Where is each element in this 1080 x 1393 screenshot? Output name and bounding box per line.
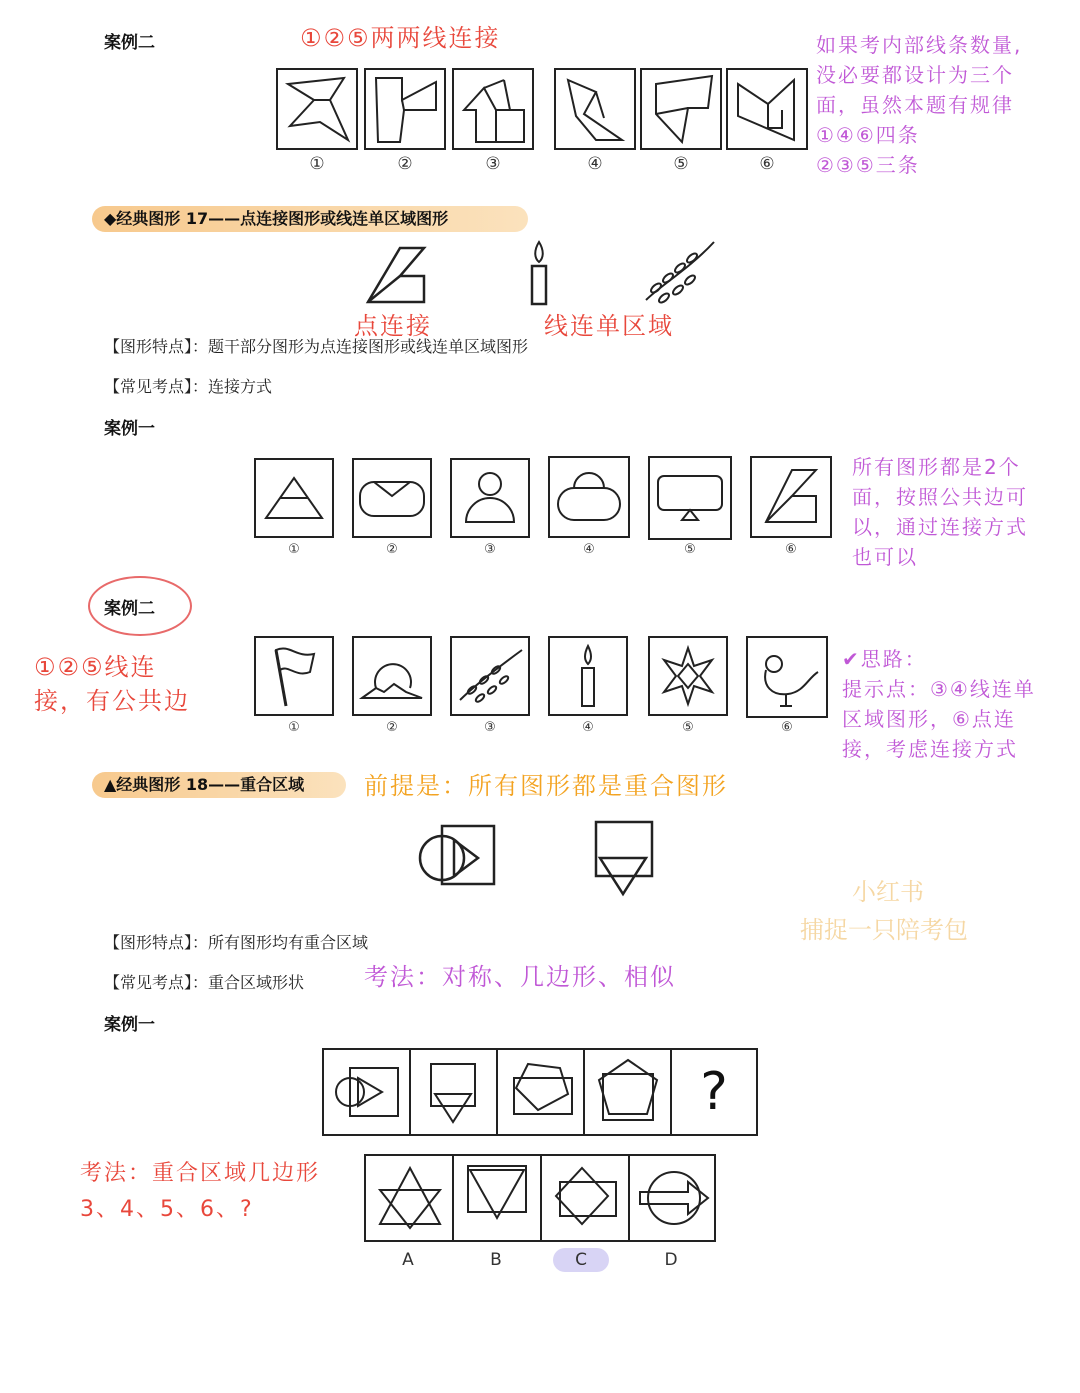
exam-label: 【常见考点】： [104,973,209,992]
sunset-icon [354,638,430,714]
feature-text: 题干部分图形为点连接图形或线连单区域图形 [208,337,529,356]
exam-label: 【常见考点】： [104,377,209,396]
case2-number-2: ② [386,720,398,735]
question-cell-4 [585,1050,672,1134]
case2-top-number-4: ④ [587,154,603,174]
case1-number-3: ③ [484,542,496,557]
figure-6-shape [728,70,806,148]
case2-number-4: ④ [582,720,594,735]
section17-heading: ◆经典图形 17——点连接图形或线连单区域图形 [92,206,528,232]
section17-case2-label: 案例二 [104,599,155,619]
option-label-d[interactable]: D [664,1250,678,1270]
branch-icon [646,242,714,304]
case2-top-number-2: ② [397,154,413,174]
candle-icon-small [550,638,626,714]
section17-case1-label: 案例一 [104,419,155,439]
question-mark: ? [700,1062,728,1122]
case1-figure-3 [450,458,530,538]
section18-exam-note: 考法：对称、几边形、相似 [364,963,676,991]
candle-icon [532,266,546,304]
question-cell-2 [411,1050,498,1134]
section17-exam-line [104,374,272,397]
section17-note-point: 点连接 [354,312,432,340]
case1-number-1: ① [288,542,300,557]
figure-2 [364,68,446,150]
method-note: 考法：重合区域几边形 3、4、5、6、? [80,1161,321,1222]
figure-1-shape [278,70,356,148]
case1-number-6: ⑥ [785,542,797,557]
case2-top-purple-note: 如果考内部线条数量, 没必要都设计为三个 面，虽然本题有规律 ①④⑥四条 ②③⑤三条 [816,33,1023,177]
section18-case1-label: 案例一 [104,1015,155,1035]
case2-figure-1 [254,636,334,716]
case2-number-3: ③ [484,720,496,735]
case2-top-number-3: ③ [485,154,501,174]
section17-feature-line [104,334,528,357]
case1-figure-6 [750,456,832,538]
option-a-figure[interactable] [366,1156,454,1240]
watermark-line1: 小红书 [852,878,924,906]
case2-top-label: 案例二 [104,33,155,53]
section18-feature-line [104,930,368,953]
case2-top-number-6: ⑥ [759,154,775,174]
figure-3-shape [454,70,532,148]
watermark-line2: 捕捉一只陪考包 [800,916,968,944]
feature-label: 【图形特点】： [104,933,209,952]
option-label-b[interactable]: B [490,1250,502,1270]
case2-figure-3 [450,636,530,716]
case1-number-4: ④ [583,542,595,557]
option-d-figure[interactable] [630,1156,716,1240]
feature-text: 所有图形均有重合区域 [208,933,369,952]
case2-red-note: ①②⑤线连 接，有公共边 [34,653,190,715]
figure-3 [452,68,534,150]
option-c-figure[interactable] [542,1156,630,1240]
section18-premise: 前提是：所有图形都是重合图形 [364,772,728,800]
case1-number-2: ② [386,542,398,557]
case1-purple-note: 所有图形都是2个 面，按照公共边可 以，通过连接方式 也可以 [852,455,1028,569]
case1-figure-2 [352,458,432,538]
figure-4-shape [556,70,634,148]
figure-4 [554,68,636,150]
case2-purple-note: ✔思路： 提示点：③④线连单 区域图形，⑥点连 接，考虑连接方式 [842,647,1036,761]
question-row [322,1048,758,1136]
section18-exam-line [104,970,304,993]
option-label-a[interactable]: A [402,1250,414,1270]
figure-5-shape [642,70,720,148]
case1-figure-5 [648,456,732,540]
case1-figure-1 [254,458,334,538]
case2-figure-6 [746,636,828,718]
figure-2-shape [366,70,444,148]
branch-icon-small [452,638,528,714]
question-cell-3 [498,1050,585,1134]
case1-number-5: ⑤ [684,542,696,557]
option-b-figure[interactable] [454,1156,542,1240]
section17-note-line: 线连单区域 [544,312,674,340]
section18-heading: ▲经典图形 18——重合区域 [92,772,346,798]
case2-top-number-5: ⑤ [673,154,689,174]
case2-number-5: ⑤ [682,720,694,735]
exam-text: 连接方式 [208,377,273,396]
case2-figure-2 [352,636,432,716]
section18-example-shapes [418,818,658,898]
option-label-c[interactable]: C [575,1250,587,1270]
star-icon [650,638,726,714]
options-row [364,1154,716,1242]
question-cell-5 [672,1050,756,1134]
section17-example-shapes [360,238,720,308]
case1-figure-4 [548,456,630,538]
case2-figure-5 [648,636,728,716]
case2-number-1: ① [288,720,300,735]
question-cell-1 [324,1050,411,1134]
feature-label: 【图形特点】： [104,337,209,356]
figure-5 [640,68,722,150]
case2-figure-4 [548,636,628,716]
figure-1 [276,68,358,150]
flag-icon [256,638,332,714]
case2-number-6: ⑥ [781,720,793,735]
case2-top-red-note: ①②⑤两两线连接 [300,24,501,52]
case2-top-figure-row [276,68,806,152]
case2-top-number-1: ① [309,154,325,174]
bird-icon [748,638,826,716]
exam-text: 重合区域形状 [208,973,305,992]
figure-6 [726,68,808,150]
